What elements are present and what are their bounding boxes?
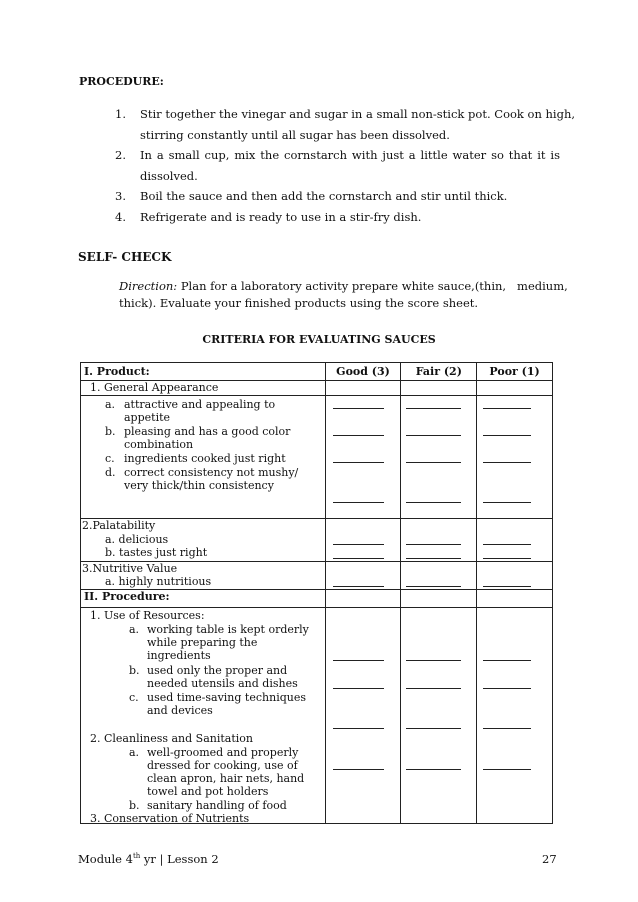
criterion-text: used only the proper and xyxy=(147,664,288,677)
footer-superscript: th xyxy=(132,852,141,861)
step-text: Refrigerate and is ready to use in a stir-fry dish. xyxy=(140,210,422,224)
table-header-row xyxy=(81,363,553,381)
score-blank[interactable] xyxy=(406,462,461,463)
nutritive-value-label: 3.Nutritive Value xyxy=(82,562,178,575)
cleanliness-label: 2. Cleanliness and Sanitation xyxy=(90,732,253,745)
palatability-label: 2.Palatability xyxy=(82,519,156,532)
direction-text-line-2: thick). Evaluate your finished products using the score sheet. xyxy=(119,296,479,310)
footer-module-label xyxy=(78,852,219,866)
criterion-text: attractive and appealing to xyxy=(124,398,276,411)
general-appearance-label: 1. General Appearance xyxy=(90,381,219,394)
item-letter: a. xyxy=(129,746,140,759)
score-blank[interactable] xyxy=(483,823,531,824)
table-section-row xyxy=(81,590,553,608)
step-text: Stir together the vinegar and sugar in a small non-stick pot. Cook on high, xyxy=(140,107,576,121)
item-letter: a. xyxy=(129,623,140,636)
table-row xyxy=(81,519,553,562)
score-blank[interactable] xyxy=(406,688,461,689)
step-number: 3. xyxy=(115,189,126,203)
criterion-text: b. tastes just right xyxy=(105,546,208,559)
criterion-text: combination xyxy=(124,438,194,451)
item-letter: b. xyxy=(105,425,116,438)
score-blank[interactable] xyxy=(406,728,461,729)
score-blank[interactable] xyxy=(406,502,461,503)
score-blank[interactable] xyxy=(406,435,461,436)
item-letter: c. xyxy=(105,452,115,465)
header-product: I. Product: xyxy=(81,363,326,381)
score-blank[interactable] xyxy=(406,769,461,770)
direction-label: Direction: xyxy=(119,279,178,293)
table-row xyxy=(81,381,553,396)
score-blank[interactable] xyxy=(333,558,384,559)
header-fair: Fair (2) xyxy=(401,363,477,381)
step-number: 2. xyxy=(115,148,126,162)
score-blank[interactable] xyxy=(483,435,531,436)
score-blank[interactable] xyxy=(483,558,531,559)
criterion-text: sanitary handling of food xyxy=(147,799,287,812)
criterion-text: a. highly nutritious xyxy=(105,575,212,588)
score-blank[interactable] xyxy=(333,502,384,503)
conservation-label: 3. Conservation of Nutrients xyxy=(90,812,250,825)
criterion-text: appetite xyxy=(124,411,171,424)
procedure-title: PROCEDURE: xyxy=(79,75,164,88)
score-blank[interactable] xyxy=(483,660,531,661)
score-blank[interactable] xyxy=(333,823,384,824)
procedure-section-header: II. Procedure: xyxy=(81,590,326,608)
criterion-text: used time-saving techniques xyxy=(147,691,306,704)
header-good: Good (3) xyxy=(325,363,401,381)
score-blank[interactable] xyxy=(333,435,384,436)
footer-lesson: yr | Lesson 2 xyxy=(140,852,219,866)
criterion-text: working table is kept orderly xyxy=(147,623,309,636)
criterion-text: a. delicious xyxy=(105,533,169,546)
score-blank[interactable] xyxy=(483,586,531,587)
criterion-text: dressed for cooking, use of xyxy=(147,759,298,772)
page-number: 27 xyxy=(542,852,557,866)
score-blank[interactable] xyxy=(483,502,531,503)
item-letter: a. xyxy=(105,398,116,411)
criterion-text: while preparing the xyxy=(147,636,258,649)
criterion-text: correct consistency not mushy/ xyxy=(124,466,299,479)
item-letter: b. xyxy=(129,799,140,812)
score-blank[interactable] xyxy=(483,462,531,463)
item-letter: d. xyxy=(105,466,116,479)
criterion-text: clean apron, hair nets, hand xyxy=(147,772,305,785)
score-blank[interactable] xyxy=(406,558,461,559)
table-row xyxy=(81,608,553,824)
score-blank[interactable] xyxy=(406,823,461,824)
score-blank[interactable] xyxy=(333,544,384,545)
score-blank[interactable] xyxy=(483,408,531,409)
score-blank[interactable] xyxy=(333,728,384,729)
criterion-text: pleasing and has a good color xyxy=(124,425,291,438)
item-letter: b. xyxy=(129,664,140,677)
self-check-direction xyxy=(119,278,568,312)
criteria-title: CRITERIA FOR EVALUATING SAUCES xyxy=(202,333,436,346)
step-text: dissolved. xyxy=(140,169,198,183)
criterion-text: very thick/thin consistency xyxy=(124,479,274,492)
item-letter: c. xyxy=(129,691,139,704)
criterion-text: towel and pot holders xyxy=(147,785,269,798)
step-number: 4. xyxy=(115,210,126,224)
criterion-text: ingredients xyxy=(147,649,211,662)
score-blank[interactable] xyxy=(483,688,531,689)
header-poor: Poor (1) xyxy=(477,363,553,381)
score-blank[interactable] xyxy=(483,728,531,729)
step-text: stirring constantly until all sugar has been dissolved. xyxy=(140,128,450,142)
score-blank[interactable] xyxy=(483,769,531,770)
direction-text-line-1: Plan for a laboratory activity prepare white sauce,(thin, medium, xyxy=(180,279,568,293)
score-blank[interactable] xyxy=(333,462,384,463)
step-text: In a small cup, mix the cornstarch with just a little water so that it is xyxy=(140,148,560,162)
criterion-text: well-groomed and properly xyxy=(147,746,299,759)
score-blank[interactable] xyxy=(483,544,531,545)
score-sheet-table xyxy=(80,362,553,824)
score-blank[interactable] xyxy=(333,586,384,587)
score-blank[interactable] xyxy=(333,769,384,770)
use-of-resources-label: 1. Use of Resources: xyxy=(90,609,205,622)
footer-module: Module 4 xyxy=(78,852,133,866)
score-blank[interactable] xyxy=(406,544,461,545)
score-blank[interactable] xyxy=(333,688,384,689)
score-blank[interactable] xyxy=(406,586,461,587)
criterion-text: ingredients cooked just right xyxy=(124,452,286,465)
score-blank[interactable] xyxy=(406,408,461,409)
score-blank[interactable] xyxy=(406,660,461,661)
criterion-text: and devices xyxy=(147,704,213,717)
step-text: Boil the sauce and then add the cornstarch and stir until thick. xyxy=(140,189,508,203)
score-blank[interactable] xyxy=(333,660,384,661)
self-check-title: SELF- CHECK xyxy=(78,250,172,264)
table-row xyxy=(81,562,553,590)
table-row xyxy=(81,396,553,519)
criterion-text: needed utensils and dishes xyxy=(147,677,298,690)
score-blank[interactable] xyxy=(333,408,384,409)
step-number: 1. xyxy=(115,107,126,121)
